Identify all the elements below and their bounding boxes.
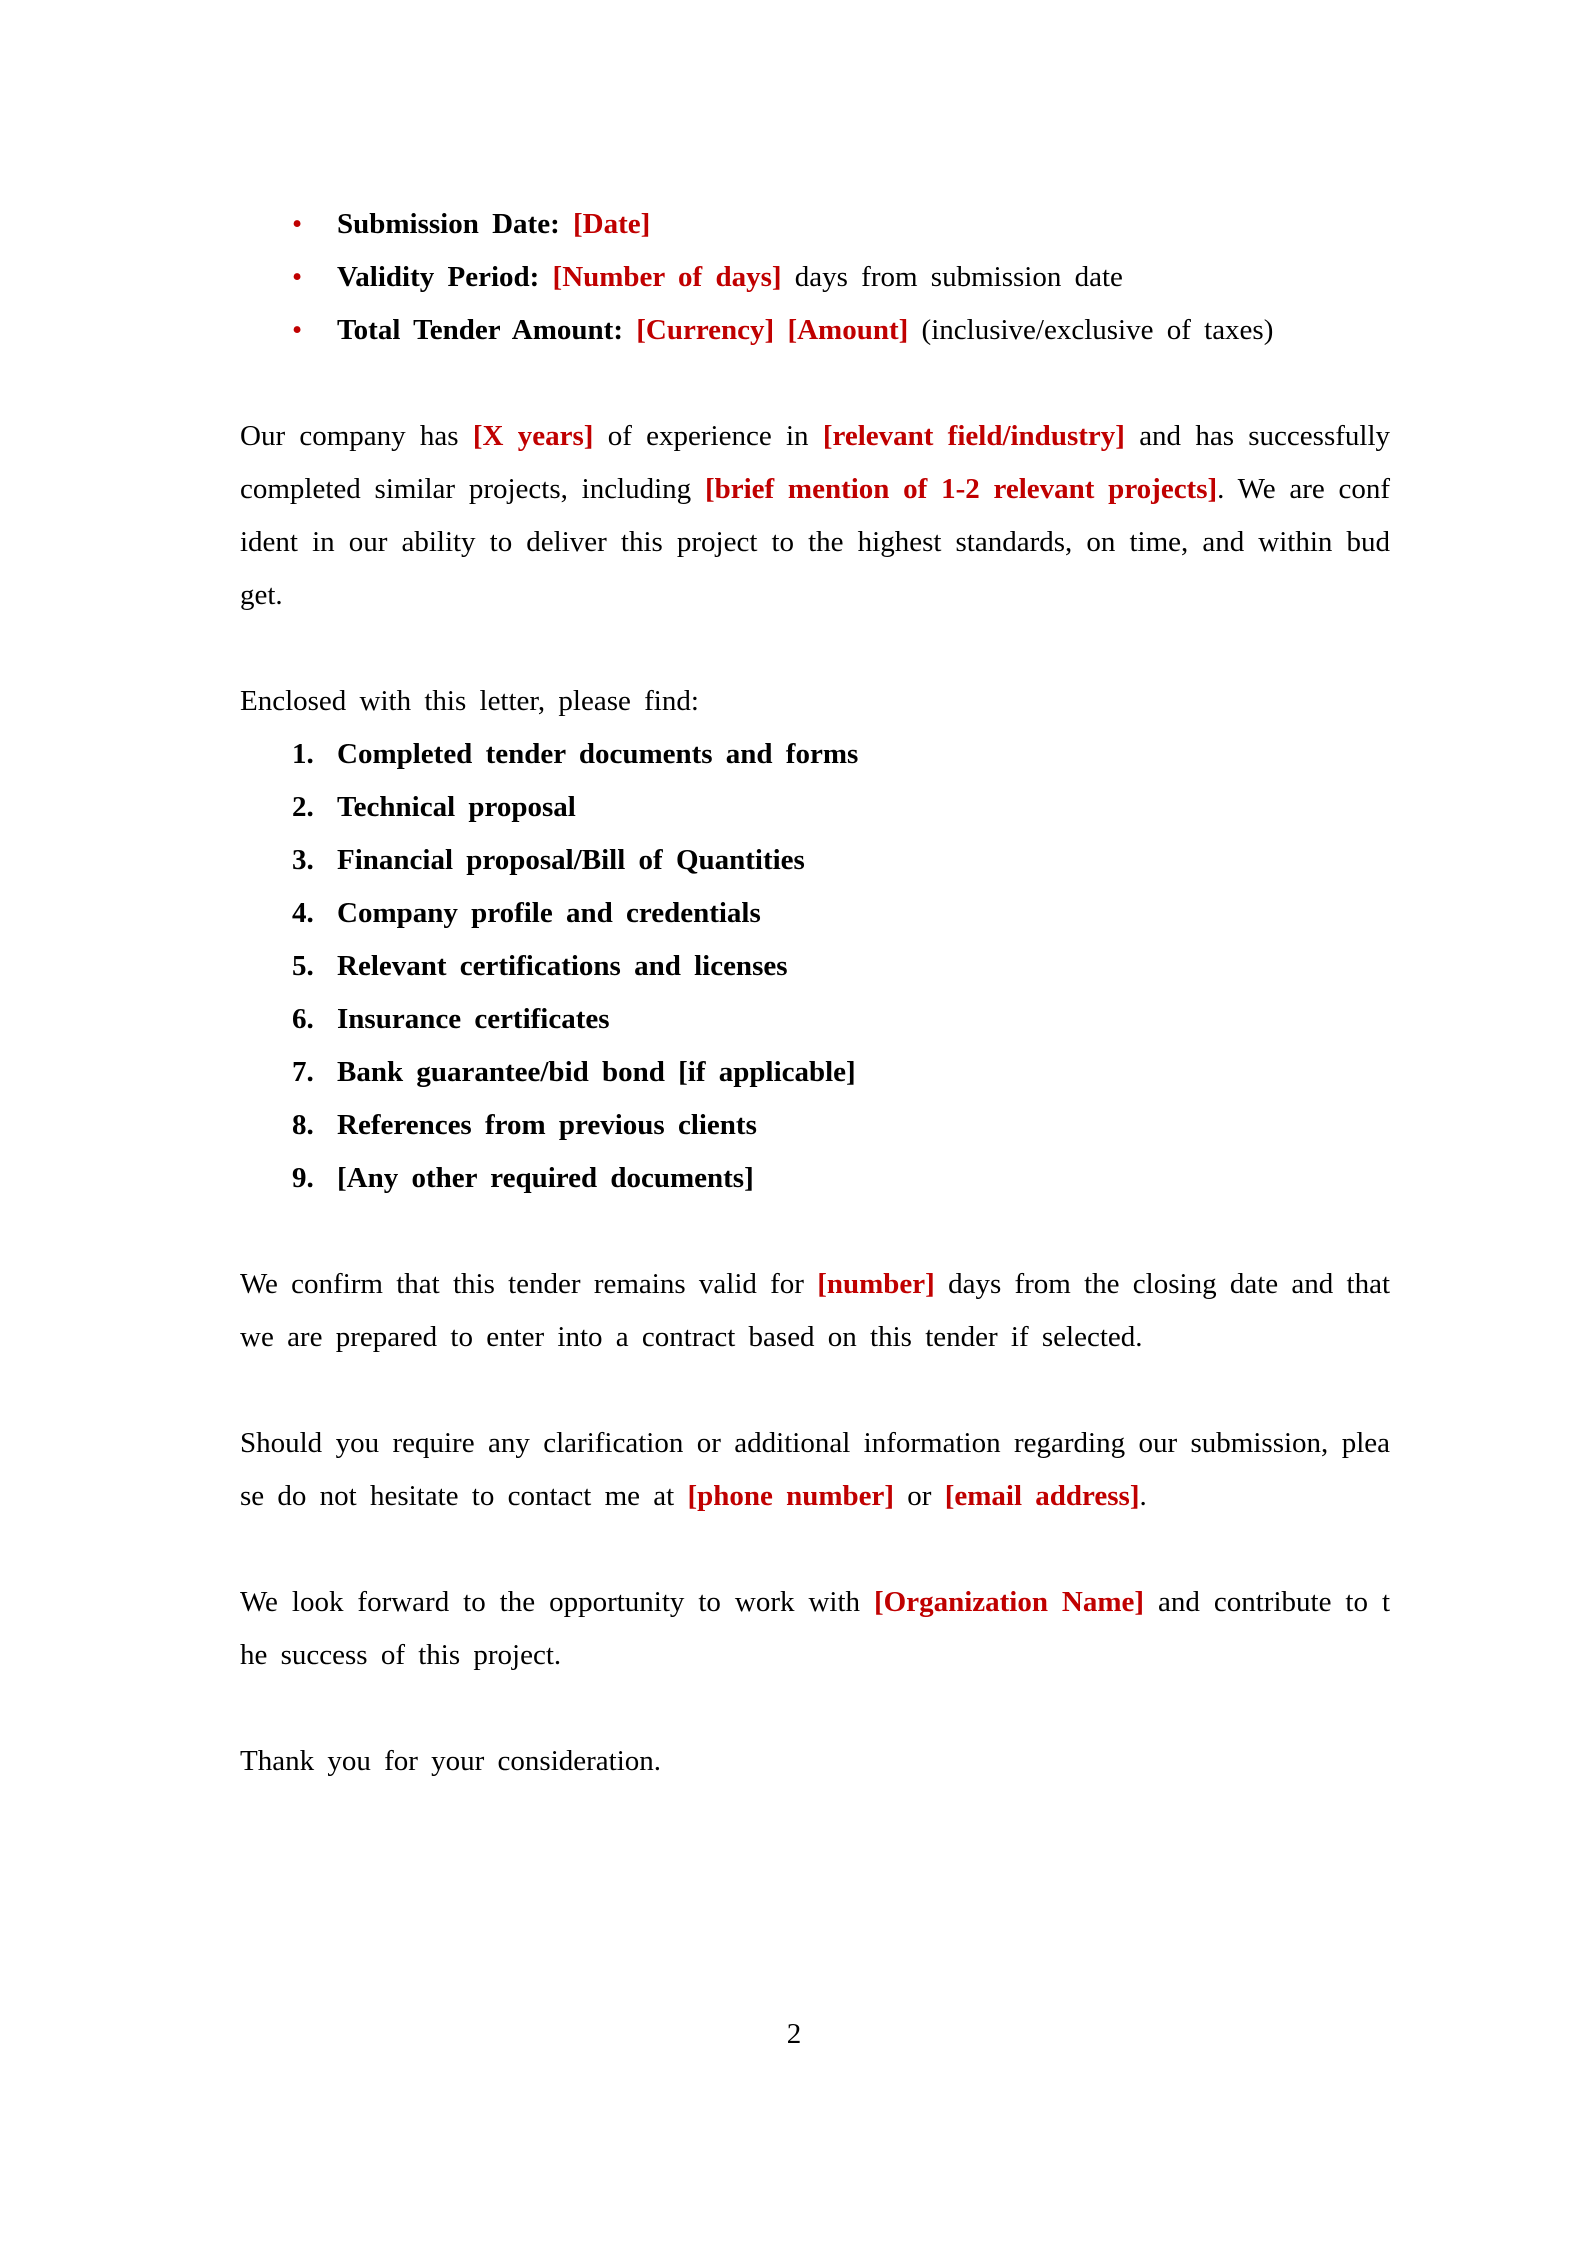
placeholder-text: [phone number] — [687, 1480, 895, 1512]
text-run: Insurance certificates — [337, 1003, 610, 1035]
text-run: and has successfully completed similar projects, including — [240, 420, 1390, 505]
text-run: Enclosed with this letter, please find: — [240, 685, 699, 717]
text-run: or — [894, 1480, 945, 1512]
text-run: Relevant certifications and licenses — [337, 950, 788, 982]
text-run: (inclusive/exclusive of taxes) — [908, 314, 1274, 346]
text-run: We look forward to the opportunity to work with — [240, 1586, 874, 1618]
text-run: of experience in — [593, 420, 823, 452]
text-run: Our company has — [240, 420, 473, 452]
enclosure-item — [240, 1046, 1390, 1099]
text-run: Completed tender documents and forms — [337, 738, 859, 770]
text-run: Thank you for your consideration. — [240, 1745, 662, 1777]
enclosed-intro-paragraph — [240, 675, 1390, 728]
list-item-text — [337, 304, 1390, 357]
list-item-text — [337, 1152, 1390, 1205]
text-run: days from submission date — [781, 261, 1123, 293]
text-run: Bank guarantee/bid bond [if applicable] — [337, 1056, 856, 1088]
text-run: days from the closing date and that we are prepared to enter into a contract based on this tender if selected. — [240, 1268, 1391, 1353]
item-number: 6. — [292, 1003, 314, 1035]
text-run: Validity Period: — [337, 261, 553, 293]
enclosure-item — [240, 834, 1390, 887]
placeholder-text: [number] — [817, 1268, 935, 1300]
text-run: . We are confident in our ability to deliver this project to the highest standards, on time, and within budget. — [240, 473, 1391, 611]
item-number: 2. — [292, 791, 314, 823]
enclosure-item — [240, 1152, 1390, 1205]
bullet-item — [240, 198, 1390, 251]
list-item-text — [337, 728, 1390, 781]
placeholder-text: [Number of days] — [552, 261, 782, 293]
bullet-icon: • — [292, 261, 303, 293]
enclosure-item — [240, 1099, 1390, 1152]
text-run: We confirm that this tender remains valid for — [240, 1268, 818, 1300]
validity-confirmation-paragraph — [240, 1258, 1390, 1364]
placeholder-text: [Date] — [573, 208, 651, 240]
placeholder-text: [X years] — [472, 420, 594, 452]
item-number: 8. — [292, 1109, 314, 1141]
placeholder-text: [relevant field/industry] — [822, 420, 1125, 452]
tender-details-list — [240, 198, 1390, 357]
item-number: 1. — [292, 738, 314, 770]
list-item-text — [337, 251, 1390, 304]
text-run: Financial proposal/Bill of Quantities — [337, 844, 805, 876]
text-run: Company profile and credentials — [337, 897, 761, 929]
text-run: . — [1139, 1480, 1147, 1512]
bullet-item — [240, 251, 1390, 304]
list-item-text — [337, 781, 1390, 834]
enclosure-item — [240, 887, 1390, 940]
placeholder-text: [Currency] [Amount] — [636, 314, 909, 346]
text-run: Technical proposal — [337, 791, 576, 823]
text-run: References from previous clients — [337, 1109, 757, 1141]
bullet-item — [240, 304, 1390, 357]
closing-paragraph — [240, 1576, 1390, 1682]
placeholder-text: [brief mention of 1-2 relevant projects] — [704, 473, 1218, 505]
bullet-icon: • — [292, 314, 303, 346]
list-item-text — [337, 834, 1390, 887]
text-run: [Any other required documents] — [337, 1162, 754, 1194]
enclosure-item — [240, 728, 1390, 781]
item-number: 4. — [292, 897, 314, 929]
list-item-text — [337, 940, 1390, 993]
experience-paragraph — [240, 410, 1390, 622]
list-item-text — [337, 198, 1390, 251]
item-number: 9. — [292, 1162, 314, 1194]
list-item-text — [337, 887, 1390, 940]
enclosure-item — [240, 781, 1390, 834]
item-number: 3. — [292, 844, 314, 876]
placeholder-text: [email address] — [944, 1480, 1140, 1512]
letter-body — [240, 0, 1390, 1788]
item-number: 5. — [292, 950, 314, 982]
item-number: 7. — [292, 1056, 314, 1088]
page-number: 2 — [786, 2018, 802, 2050]
contact-paragraph — [240, 1417, 1390, 1523]
list-item-text — [337, 1046, 1390, 1099]
text-run: Should you require any clarification or additional information regarding our submission, please do not hesitate to contact me at — [240, 1427, 1390, 1512]
thanks-paragraph — [240, 1735, 1390, 1788]
list-item-text — [337, 1099, 1390, 1152]
list-item-text — [337, 993, 1390, 1046]
text-run: Submission Date: — [337, 208, 573, 240]
bullet-icon: • — [292, 208, 303, 240]
enclosure-item — [240, 993, 1390, 1046]
enclosure-item — [240, 940, 1390, 993]
placeholder-text: [Organization Name] — [873, 1586, 1145, 1618]
text-run: Total Tender Amount: — [337, 314, 637, 346]
text-run: and contribute to the success of this project. — [240, 1586, 1390, 1671]
enclosures-list — [240, 728, 1390, 1205]
